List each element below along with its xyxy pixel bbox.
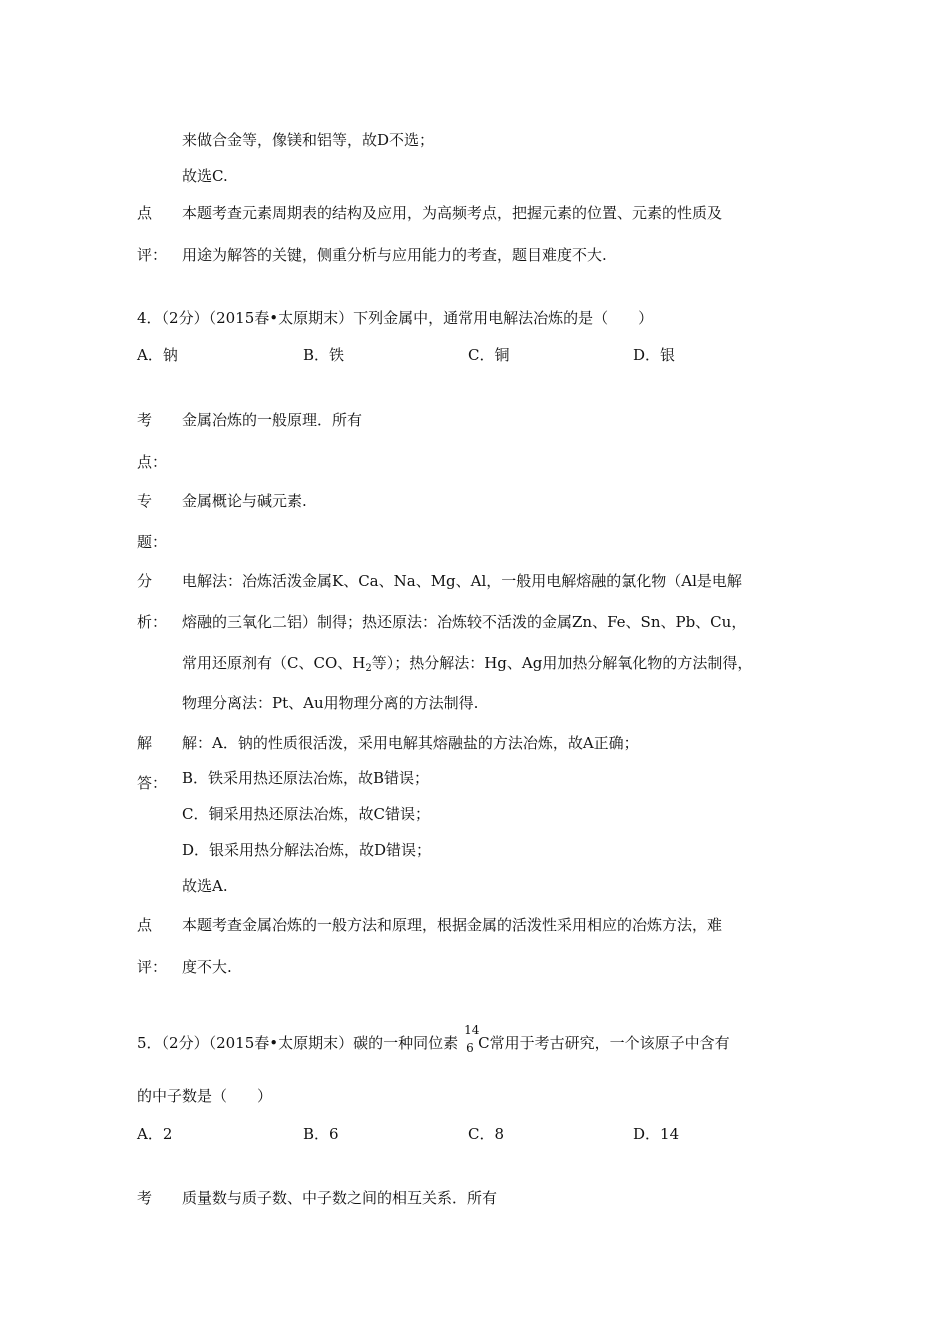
q4-fenxi-line-pre: 常用还原剂有（C、CO、H: [182, 654, 366, 672]
q5-stem-line2: 的中子数是（ ）: [137, 1087, 273, 1105]
q4-jieda-line: B．铁采用热还原法冶炼，故B错误；: [182, 769, 430, 787]
q4-stem: 4．（2分）（2015春•太原期末）下列金属中，通常用电解法冶炼的是（ ）: [137, 309, 654, 327]
q5-stem-post: 常用于考古研究，一个该原子中含有: [489, 1034, 730, 1052]
q5-option-c: C．8: [468, 1125, 505, 1143]
q4-kaodian-text: 金属冶炼的一般原理．所有: [182, 411, 363, 429]
q4-fenxi-line: [182, 653, 752, 679]
element-symbol: C: [478, 1034, 490, 1052]
q5-stem: [137, 1023, 730, 1055]
atomic-number: 6: [466, 1041, 474, 1055]
q5-stem-pre: 5．（2分）（2015春•太原期末）碳的一种同位素: [137, 1034, 459, 1052]
q4-fenxi-line: 熔融的三氧化二铝）制得；热还原法：冶炼较不活泼的金属Zn、Fe、Sn、Pb、Cu，: [182, 613, 747, 631]
q4-jieda-line: D．银采用热分解法冶炼，故D错误；: [182, 841, 432, 859]
q4-fenxi-label: 分: [137, 572, 153, 590]
q4-zhuanti-label: 题：: [137, 533, 168, 551]
q5-option-d: D．14: [633, 1125, 680, 1143]
q4-jieda-label: 答：: [137, 774, 168, 792]
q4-zhuanti-label: 专: [137, 492, 153, 510]
q4-dianping-label: 评：: [137, 958, 168, 976]
q4-fenxi-line-post: 等）；热分解法：Hg、Ag用加热分解氧化物的方法制得，: [371, 654, 753, 672]
q4-dianping-line: 本题考查金属冶炼的一般方法和原理，根据金属的活泼性采用相应的冶炼方法，难: [182, 916, 723, 934]
q4-option-a: A．钠: [137, 346, 178, 364]
q3-text-line: 来做合金等，像镁和铝等，故D不选；: [182, 131, 435, 149]
q4-option-c: C．铜: [468, 346, 510, 364]
q3-comment-label: 点: [137, 204, 153, 222]
q5-kaodian-label: 考: [137, 1189, 153, 1207]
q4-jieda-line: 解：A．钠的性质很活泼，采用电解其熔融盐的方法冶炼，故A正确；: [182, 734, 639, 752]
q4-fenxi-line: 物理分离法：Pt、Au用物理分离的方法制得.: [182, 694, 479, 712]
q5-option-b: B．6: [303, 1125, 339, 1143]
q3-comment-text: 本题考查元素周期表的结构及应用，为高频考点，把握元素的位置、元素的性质及: [182, 204, 723, 222]
mass-number: 14: [464, 1023, 480, 1037]
q4-option-b: B．铁: [303, 346, 345, 364]
hydrogen-subscript: 2: [365, 663, 372, 674]
q5-kaodian-text: 质量数与质子数、中子数之间的相互关系．所有: [182, 1189, 498, 1207]
q4-kaodian-label: 考: [137, 411, 153, 429]
q4-fenxi-line: 电解法：冶炼活泼金属K、Ca、Na、Mg、Al，一般用电解熔融的氯化物（Al是电解: [182, 572, 742, 590]
q4-dianping-label: 点: [137, 916, 153, 934]
q4-jieda-line: 故选A.: [182, 877, 228, 895]
q4-option-d: D．银: [633, 346, 676, 364]
q4-jieda-label: 解: [137, 734, 153, 752]
q3-comment-label: 评：: [137, 246, 168, 264]
q3-comment-text: 用途为解答的关键，侧重分析与应用能力的考查，题目难度不大.: [182, 246, 607, 264]
q4-jieda-line: C．铜采用热还原法冶炼，故C错误；: [182, 805, 430, 823]
q3-answer-line: 故选C.: [182, 167, 228, 185]
q5-option-a: A．2: [137, 1125, 173, 1143]
q4-fenxi-label: 析：: [137, 613, 168, 631]
isotope-notation: [464, 1023, 480, 1055]
q4-kaodian-label: 点：: [137, 453, 168, 471]
q4-zhuanti-text: 金属概论与碱元素.: [182, 492, 307, 510]
q4-dianping-line: 度不大.: [182, 958, 232, 976]
